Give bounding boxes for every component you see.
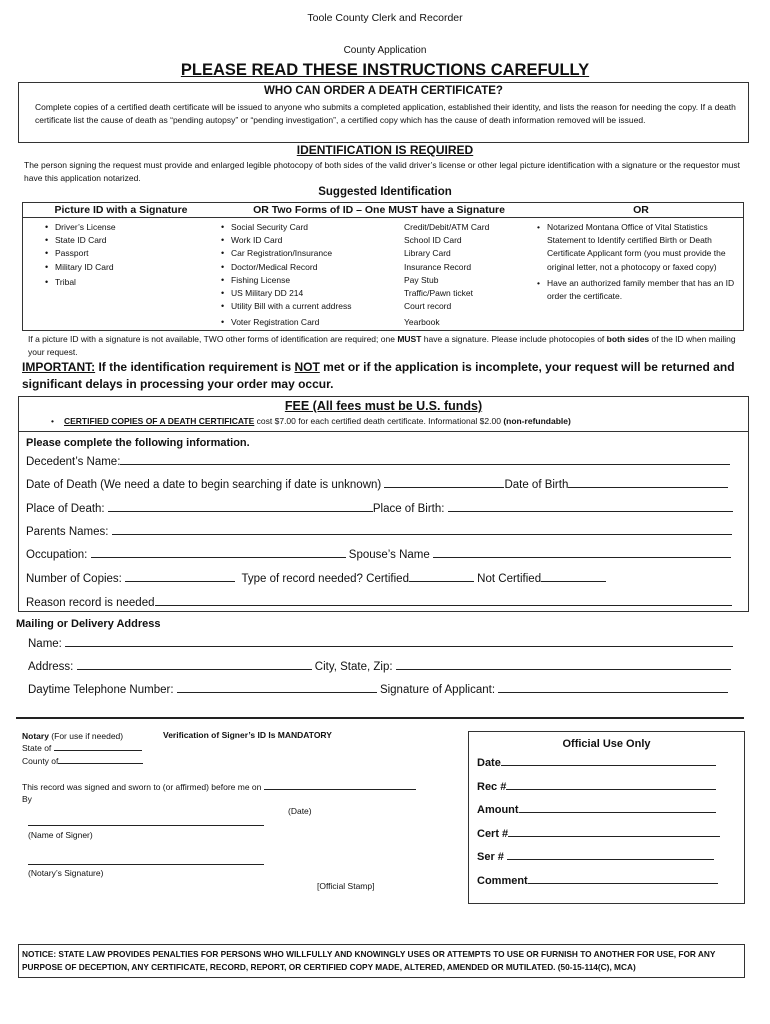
notary-title: Notary (For use if needed) <box>22 731 124 741</box>
list-item: Court record <box>404 301 452 312</box>
notary-signature-line[interactable] <box>28 856 264 865</box>
official-comment-field[interactable]: Comment <box>477 873 718 888</box>
list-item: • Doctor/Medical Record <box>219 261 351 274</box>
list-item: • Social Security Card <box>219 221 351 234</box>
fee-title: FEE (All fees must be U.S. funds) <box>284 399 483 413</box>
official-amount-field[interactable]: Amount <box>477 802 716 817</box>
official-use-title: Official Use Only <box>562 738 651 750</box>
id-table <box>22 202 744 331</box>
phone-signature-field[interactable]: Daytime Telephone Number: Signature of Applicant: <box>28 682 728 697</box>
list-item: Credit/Debit/ATM Card <box>404 222 490 232</box>
official-rec-field[interactable]: Rec # <box>477 779 716 794</box>
official-date-field[interactable]: Date <box>477 755 716 770</box>
form-intro: Please complete the following information. <box>26 437 250 449</box>
form-name: County Application <box>343 45 427 56</box>
notary-state-field[interactable]: State of <box>22 742 142 753</box>
section-divider <box>16 717 744 719</box>
identification-text: The person signing the request must provide and enlarged legible photocopy of both sides of the valid driver’s license or other legal picture identification with a signature or the requestor must have this application notarized. <box>24 160 740 183</box>
list-item: • Car Registration/Insurance <box>219 247 351 260</box>
list-item: Insurance Record <box>404 261 472 272</box>
or-header: OR <box>633 204 649 216</box>
two-forms-list-right <box>404 221 489 330</box>
list-item: School ID Card <box>404 235 462 246</box>
reason-field[interactable]: Reason record is needed <box>26 595 732 610</box>
list-item: • Fishing License <box>219 274 351 287</box>
list-item: • Passport <box>43 247 116 260</box>
identification-title: IDENTIFICATION IS REQUIRED <box>296 143 474 157</box>
notary-verification: Verification of Signer’s ID Is MANDATORY <box>163 730 332 740</box>
list-item: • Tribal <box>43 276 116 289</box>
penalty-notice-box <box>18 944 745 978</box>
list-item: • Military ID Card <box>43 261 116 274</box>
id-table-divider <box>23 217 743 218</box>
notary-county-field[interactable]: County of <box>22 755 143 766</box>
copies-field[interactable]: Number of Copies: Type of record needed? Certified Not Certified <box>26 571 606 586</box>
date-of-death-field[interactable]: Date of Death (We need a date to begin searching if date is unknown) Date of Birth <box>26 477 728 492</box>
notary-signature-label: (Notary’s Signature) <box>28 868 104 878</box>
picture-id-header: Picture ID with a Signature <box>54 204 188 216</box>
mailing-title: Mailing or Delivery Address <box>16 618 161 630</box>
list-item: Traffic/Pawn ticket <box>404 288 473 299</box>
list-item: Pay Stub <box>404 274 439 285</box>
application-form-box <box>18 396 749 612</box>
notary-date-label: (Date) <box>288 806 312 816</box>
list-item: • State ID Card <box>43 234 116 247</box>
two-forms-list-left <box>219 221 351 330</box>
suggested-id-title: Suggested Identification <box>318 186 452 198</box>
list-item: • Work ID Card <box>219 234 351 247</box>
who-text: Complete copies of a certified death certificate will be issued to anyone who submits a completed application, established their identity, and lists the reason for needing the copy. If a death certificate list the cause of death as “pending autopsy” or “pending investigation”, a certified copy which has the cause of death information removed will be issued. <box>35 102 736 125</box>
fee-item: • CERTIFIED COPIES OF A DEATH CERTIFICATE cost $7.00 for each certified death certificate. Informational $2.00 (non-refundable) <box>51 416 571 426</box>
decedent-name-field[interactable]: Decedent’s Name: <box>26 454 730 469</box>
list-item: • Have an authorized family member that has an ID order the certificate. <box>537 277 735 302</box>
list-item: Yearbook <box>404 317 440 328</box>
picture-id-list <box>43 221 116 289</box>
or-list <box>535 221 735 303</box>
fee-divider <box>19 431 748 432</box>
official-stamp-label: [Official Stamp] <box>317 881 375 891</box>
list-item: • Voter Registration Card <box>219 316 351 329</box>
list-item: • Utility Bill with a current address <box>219 300 351 313</box>
official-use-box <box>468 731 745 904</box>
mailing-address-field[interactable]: Address: City, State, Zip: <box>28 659 731 674</box>
notary-sworn-field[interactable]: This record was signed and sworn to (or affirmed) before me on <box>22 781 416 792</box>
list-item: Library Card <box>404 248 451 259</box>
list-item: • Notarized Montana Office of Vital Statistics Statement to Identify certified Birth or Death Certificate Applicant form (you must provide the original letter, not a photocopy or faxed copy) <box>537 222 726 272</box>
parents-names-field[interactable]: Parents Names: <box>26 524 732 539</box>
two-forms-header: OR Two Forms of ID – One MUST have a Signature <box>253 204 505 216</box>
official-cert-field[interactable]: Cert # <box>477 826 720 841</box>
list-item: • Driver’s License <box>43 221 116 234</box>
signer-name-label: (Name of Signer) <box>28 830 93 840</box>
signer-name-line[interactable] <box>28 817 264 826</box>
who-can-order-box <box>18 82 749 143</box>
who-title: WHO CAN ORDER A DEATH CERTIFICATE? <box>264 85 503 97</box>
page-title: PLEASE READ THESE INSTRUCTIONS CAREFULLY <box>180 61 590 79</box>
list-item: • US Military DD 214 <box>219 287 351 300</box>
office-name: Toole County Clerk and Recorder <box>307 12 463 24</box>
occupation-field[interactable]: Occupation: Spouse’s Name <box>26 547 731 562</box>
mailing-name-field[interactable]: Name: <box>28 636 733 651</box>
id-note: If a picture ID with a signature is not available, TWO other forms of identification are required; one MUST have a signature. Please include photocopies of both sides of the ID when mailing your request. <box>28 334 736 357</box>
important-notice: IMPORTANT: If the identification requirement is NOT met or if the application is incomplete, your request will be returned and significant delays in processing your order may occur. <box>22 360 735 391</box>
official-ser-field[interactable]: Ser # <box>477 849 714 864</box>
penalty-notice: NOTICE: STATE LAW PROVIDES PENALTIES FOR PERSONS WHO WILLFULLY AND KNOWINGLY USES OR ATTEMPTS TO USE OR FURNISH TO ANOTHER FOR USE, FOR ANY PURPOSE OF DECEPTION, ANY CERTIFICATE, RECORD, REPORT, OR CERTIFIED COPY MADE, ALTERED, AMENDED OR MUTILATED. (50-15-114(C), MCA) <box>22 949 716 972</box>
notary-by: By <box>22 794 32 804</box>
place-of-death-field[interactable]: Place of Death: Place of Birth: <box>26 501 733 516</box>
